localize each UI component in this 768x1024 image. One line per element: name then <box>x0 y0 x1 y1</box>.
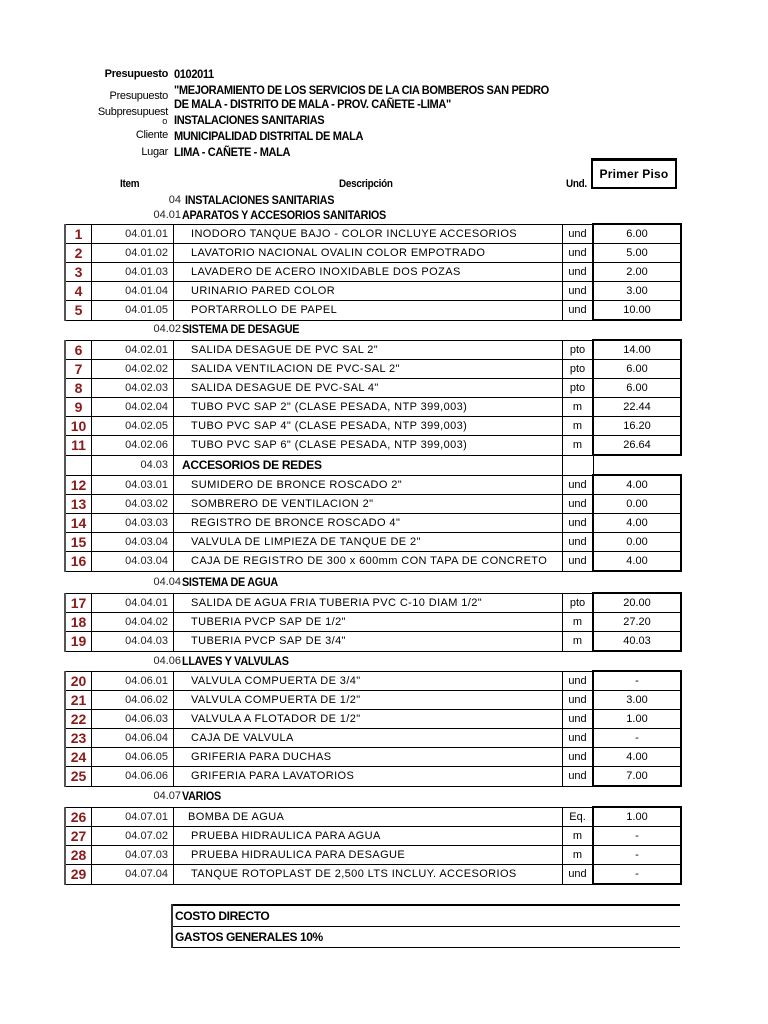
item-unit: und <box>563 691 594 710</box>
item-number: 12 <box>65 475 92 495</box>
item-number: 24 <box>65 748 92 767</box>
item-description: CAJA DE VALVULA <box>174 729 563 748</box>
item-code: 04.01.04 <box>92 282 174 301</box>
item-number: 5 <box>65 301 92 321</box>
item-description: TUBO PVC SAP 4" (CLASE PESADA, NTP 399,003) <box>174 417 563 436</box>
item-quantity[interactable]: 0.00 <box>593 495 681 514</box>
item-unit: und <box>563 671 594 691</box>
item-description: GRIFERIA PARA DUCHAS <box>174 748 563 767</box>
item-description: SALIDA DE AGUA FRIA TUBERIA PVC C-10 DIAM 1/2" <box>174 593 563 613</box>
subpresupuesto-label-tail: o <box>162 116 167 126</box>
item-description: SUMIDERO DE BRONCE ROSCADO 2" <box>174 475 563 495</box>
item-code: 04.07.03 <box>92 846 174 865</box>
item-quantity[interactable]: 7.00 <box>593 767 681 787</box>
item-quantity[interactable]: 5.00 <box>593 244 681 263</box>
item-description: VALVULA COMPUERTA DE 3/4" <box>174 671 563 691</box>
subpresupuesto-label: Subpresupuest <box>97 106 168 118</box>
item-code: 04.06.06 <box>92 767 174 787</box>
item-description: SOMBRERO DE VENTILACION 2" <box>174 495 563 514</box>
item-quantity[interactable]: 6.00 <box>593 360 681 379</box>
section-title: SISTEMA DE AGUA <box>182 575 278 589</box>
items-table-04-04 <box>64 592 682 652</box>
item-unit: und <box>563 475 594 495</box>
item-number: 18 <box>65 613 92 632</box>
item-unit: und <box>563 865 594 885</box>
table-row[interactable] <box>65 807 681 827</box>
item-unit: m <box>563 846 594 865</box>
item-quantity[interactable]: 2.00 <box>593 263 681 282</box>
column-header-primer-piso: Primer Piso <box>591 158 677 189</box>
column-header-item: Item <box>120 178 140 190</box>
item-description: LAVATORIO NACIONAL OVALIN COLOR EMPOTRADO <box>174 244 563 263</box>
item-unit: und <box>563 533 594 552</box>
table-row[interactable] <box>65 495 681 514</box>
item-unit: und <box>563 263 594 282</box>
table-row[interactable] <box>65 475 681 495</box>
item-number: 16 <box>65 552 92 572</box>
item-code: 04.02.03 <box>92 379 174 398</box>
table-row[interactable] <box>65 340 681 360</box>
table-row[interactable] <box>65 244 681 263</box>
item-unit: und <box>563 495 594 514</box>
item-number: 7 <box>65 360 92 379</box>
item-description: PRUEBA HIDRAULICA PARA DESAGUE <box>174 846 563 865</box>
item-description: PRUEBA HIDRAULICA PARA AGUA <box>174 827 563 846</box>
item-description: TUBERIA PVCP SAP DE 1/2" <box>174 613 563 632</box>
presupuesto-label: Presupuesto <box>109 90 168 102</box>
section-title: ACCESORIOS DE REDES <box>174 455 563 475</box>
item-description: TUBERIA PVCP SAP DE 3/4" <box>174 632 563 652</box>
table-row[interactable] <box>65 593 681 613</box>
item-description: VALVULA A FLOTADOR DE 1/2" <box>174 710 563 729</box>
item-number: 27 <box>65 827 92 846</box>
lugar-value: LIMA - CAÑETE - MALA <box>174 145 291 159</box>
table-row[interactable] <box>65 514 681 533</box>
item-number: 20 <box>65 671 92 691</box>
gastos-generales-row: GASTOS GENERALES 10% <box>173 927 680 948</box>
table-row[interactable] <box>65 671 681 691</box>
item-number: 26 <box>65 807 92 827</box>
item-code: 04.01.01 <box>92 224 174 244</box>
item-description: SALIDA DESAGUE DE PVC-SAL 4" <box>174 379 563 398</box>
item-number: 19 <box>65 632 92 652</box>
item-quantity[interactable]: - <box>593 671 681 691</box>
item-code: 04.07.02 <box>92 827 174 846</box>
item-unit: m <box>563 398 594 417</box>
item-code: 04.03.03 <box>92 514 174 533</box>
item-description: PORTARROLLO DE PAPEL <box>174 301 563 321</box>
item-description: INODORO TANQUE BAJO - COLOR INCLUYE ACCESORIOS <box>174 224 563 244</box>
table-row[interactable] <box>65 767 681 787</box>
item-description: LAVADERO DE ACERO INOXIDABLE DOS POZAS <box>174 263 563 282</box>
table-row[interactable] <box>65 729 681 748</box>
item-unit: und <box>563 301 594 321</box>
item-number: 8 <box>65 379 92 398</box>
item-quantity[interactable]: 20.00 <box>593 593 681 613</box>
item-number: 17 <box>65 593 92 613</box>
item-description: TUBO PVC SAP 6" (CLASE PESADA, NTP 399,003) <box>174 436 563 456</box>
item-unit: und <box>563 767 594 787</box>
totals-block <box>171 904 680 948</box>
item-unit: und <box>563 552 594 572</box>
costo-directo-row: COSTO DIRECTO <box>173 904 680 927</box>
item-quantity[interactable]: 6.00 <box>593 224 681 244</box>
items-table-04-06 <box>64 670 682 787</box>
item-quantity[interactable]: 4.00 <box>593 475 681 495</box>
item-number: 15 <box>65 533 92 552</box>
item-quantity[interactable]: 10.00 <box>593 301 681 321</box>
item-unit: und <box>563 748 594 767</box>
item-number: 11 <box>65 436 92 456</box>
item-code: 04.01.03 <box>92 263 174 282</box>
items-table-04-07 <box>64 806 682 885</box>
item-code: 04.03.04 <box>92 533 174 552</box>
item-number: 2 <box>65 244 92 263</box>
item-code: 04.02.02 <box>92 360 174 379</box>
item-quantity[interactable]: 4.00 <box>593 552 681 572</box>
column-header-descripcion: Descripción <box>339 178 393 190</box>
section-title: SISTEMA DE DESAGUE <box>182 322 300 336</box>
item-unit: m <box>563 613 594 632</box>
item-unit: und <box>563 244 594 263</box>
table-row[interactable] <box>65 710 681 729</box>
item-unit: m <box>563 436 594 456</box>
section-title: INSTALACIONES SANITARIAS <box>185 193 335 207</box>
item-quantity[interactable]: 6.00 <box>593 379 681 398</box>
subpresupuesto-value: INSTALACIONES SANITARIAS <box>174 113 325 127</box>
item-description: REGISTRO DE BRONCE ROSCADO 4" <box>174 514 563 533</box>
item-code: 04.03.02 <box>92 495 174 514</box>
table-row[interactable] <box>65 263 681 282</box>
item-code: 04.06.05 <box>92 748 174 767</box>
section-header-row <box>65 455 681 475</box>
item-code: 04.07.01 <box>92 807 174 827</box>
section-title: VARIOS <box>182 789 221 803</box>
item-number: 22 <box>65 710 92 729</box>
item-quantity[interactable]: - <box>593 865 681 885</box>
item-code: 04.01.05 <box>92 301 174 321</box>
item-unit: und <box>563 224 594 244</box>
table-row[interactable] <box>65 533 681 552</box>
item-code: 04.06.03 <box>92 710 174 729</box>
item-unit: pto <box>563 340 594 360</box>
item-quantity[interactable]: 27.20 <box>593 613 681 632</box>
item-number: 23 <box>65 729 92 748</box>
item-number <box>65 455 92 475</box>
item-unit <box>563 455 594 475</box>
item-unit: Eq. <box>563 807 594 827</box>
item-unit: m <box>563 632 594 652</box>
section-code: 04 <box>168 194 181 206</box>
item-unit: und <box>563 514 594 533</box>
items-table-04-02-04-03 <box>64 339 682 572</box>
item-description: BOMBA DE AGUA <box>174 807 563 827</box>
item-number: 28 <box>65 846 92 865</box>
table-row[interactable] <box>65 436 681 456</box>
item-code: 04.03.01 <box>92 475 174 495</box>
item-number: 14 <box>65 514 92 533</box>
item-quantity[interactable]: 26.64 <box>593 436 681 456</box>
item-unit: m <box>563 417 594 436</box>
item-description: SALIDA VENTILACION DE PVC-SAL 2" <box>174 360 563 379</box>
item-code: 04.06.01 <box>92 671 174 691</box>
table-row[interactable] <box>65 748 681 767</box>
item-quantity[interactable]: 3.00 <box>593 691 681 710</box>
item-code: 04.02.01 <box>92 340 174 360</box>
table-row[interactable] <box>65 632 681 652</box>
item-unit: pto <box>563 593 594 613</box>
table-row[interactable] <box>65 865 681 885</box>
item-code: 04.03.04 <box>92 552 174 572</box>
presupuesto-code: 0102011 <box>174 67 214 81</box>
item-description: SALIDA DESAGUE DE PVC SAL 2" <box>174 340 563 360</box>
cliente-label: Cliente <box>135 129 168 141</box>
section-code: 04.01 <box>153 209 181 221</box>
item-code: 04.02.05 <box>92 417 174 436</box>
section-code: 04.03 <box>92 455 174 475</box>
section-code: 04.06 <box>153 655 181 667</box>
item-code: 04.04.03 <box>92 632 174 652</box>
item-number: 4 <box>65 282 92 301</box>
section-code: 04.04 <box>153 576 181 588</box>
presupuesto-title-line2: DE MALA - DISTRITO DE MALA - PROV. CAÑETE -LIMA" <box>174 97 451 111</box>
item-code: 04.02.04 <box>92 398 174 417</box>
table-row[interactable] <box>65 827 681 846</box>
item-quantity[interactable]: 4.00 <box>593 748 681 767</box>
table-row[interactable] <box>65 398 681 417</box>
item-quantity[interactable]: 3.00 <box>593 282 681 301</box>
item-number: 21 <box>65 691 92 710</box>
table-row[interactable] <box>65 224 681 244</box>
table-row[interactable] <box>65 301 681 321</box>
table-row[interactable] <box>65 846 681 865</box>
item-unit: pto <box>563 360 594 379</box>
item-number: 9 <box>65 398 92 417</box>
item-description: URINARIO PARED COLOR <box>174 282 563 301</box>
item-code: 04.02.06 <box>92 436 174 456</box>
item-quantity[interactable]: 1.00 <box>593 807 681 827</box>
cliente-value: MUNICIPALIDAD DISTRITAL DE MALA <box>174 129 364 143</box>
column-header-und: Und. <box>566 178 587 190</box>
item-quantity[interactable]: 16.20 <box>593 417 681 436</box>
table-row[interactable] <box>65 379 681 398</box>
item-code: 04.07.04 <box>92 865 174 885</box>
item-number: 13 <box>65 495 92 514</box>
section-code: 04.02 <box>153 323 181 335</box>
item-code: 04.04.02 <box>92 613 174 632</box>
item-description: TUBO PVC SAP 2" (CLASE PESADA, NTP 399,003) <box>174 398 563 417</box>
item-unit: und <box>563 282 594 301</box>
table-row[interactable] <box>65 552 681 572</box>
item-quantity[interactable]: 14.00 <box>593 340 681 360</box>
items-table-04-01 <box>64 223 682 321</box>
section-title: LLAVES Y VALVULAS <box>182 654 289 668</box>
table-row[interactable] <box>65 360 681 379</box>
table-row[interactable] <box>65 417 681 436</box>
section-title: APARATOS Y ACCESORIOS SANITARIOS <box>182 208 386 222</box>
item-description: VALVULA DE LIMPIEZA DE TANQUE DE 2" <box>174 533 563 552</box>
item-number: 25 <box>65 767 92 787</box>
item-number: 29 <box>65 865 92 885</box>
item-quantity <box>593 455 681 475</box>
item-unit: und <box>563 729 594 748</box>
item-quantity[interactable]: 1.00 <box>593 710 681 729</box>
item-quantity[interactable]: 4.00 <box>593 514 681 533</box>
item-quantity[interactable]: 40.03 <box>593 632 681 652</box>
item-number: 10 <box>65 417 92 436</box>
table-row[interactable] <box>65 613 681 632</box>
item-code: 04.06.02 <box>92 691 174 710</box>
item-quantity[interactable]: - <box>593 827 681 846</box>
section-code: 04.07 <box>153 790 181 802</box>
item-number: 6 <box>65 340 92 360</box>
item-quantity[interactable]: - <box>593 846 681 865</box>
presupuesto-code-label: Presupuesto <box>104 68 168 80</box>
item-quantity[interactable]: - <box>593 729 681 748</box>
item-description: TANQUE ROTOPLAST DE 2,500 LTS INCLUY. ACCESORIOS <box>174 865 563 885</box>
item-quantity[interactable]: 0.00 <box>593 533 681 552</box>
item-description: CAJA DE REGISTRO DE 300 x 600mm CON TAPA DE CONCRETO <box>174 552 563 572</box>
item-description: VALVULA COMPUERTA DE 1/2" <box>174 691 563 710</box>
item-unit: m <box>563 827 594 846</box>
item-number: 1 <box>65 224 92 244</box>
item-code: 04.06.04 <box>92 729 174 748</box>
item-number: 3 <box>65 263 92 282</box>
item-description: GRIFERIA PARA LAVATORIOS <box>174 767 563 787</box>
table-row[interactable] <box>65 691 681 710</box>
item-unit: und <box>563 710 594 729</box>
item-quantity[interactable]: 22.44 <box>593 398 681 417</box>
table-row[interactable] <box>65 282 681 301</box>
item-unit: pto <box>563 379 594 398</box>
item-code: 04.01.02 <box>92 244 174 263</box>
presupuesto-title-line1: "MEJORAMIENTO DE LOS SERVICIOS DE LA CIA BOMBEROS SAN PEDRO <box>174 83 549 97</box>
item-code: 04.04.01 <box>92 593 174 613</box>
lugar-label: Lugar <box>141 146 168 158</box>
